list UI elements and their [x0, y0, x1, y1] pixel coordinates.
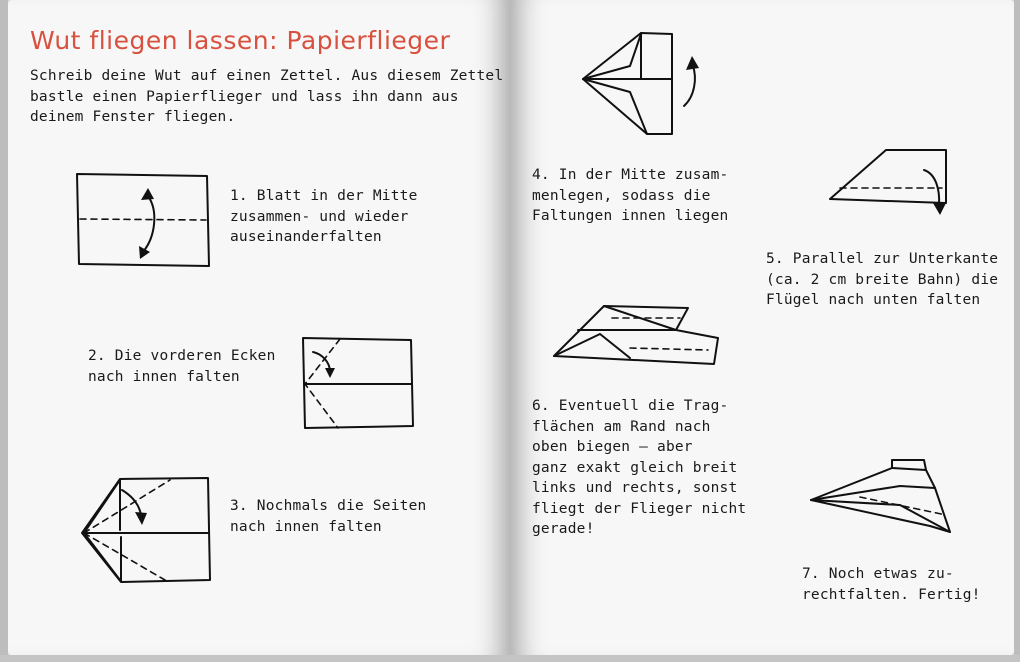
- step-7-text: 7. Noch etwas zu- rechtfalten. Fertig!: [802, 566, 981, 603]
- step1-illustration: [77, 174, 209, 266]
- step6-illustration: [554, 306, 718, 364]
- step5-illustration: [830, 150, 946, 215]
- step-1-text: 1. Blatt in der Mitte zusammen- und wieder auseinanderfalten: [230, 188, 418, 245]
- step2-illustration: [303, 338, 413, 428]
- step-4-text: 4. In der Mitte zusam- menlegen, sodass die Faltungen innen liegen: [532, 167, 729, 224]
- step-2-text: 2. Die vorderen Ecken nach innen falten: [88, 348, 276, 385]
- step4-illustration: [583, 33, 699, 134]
- step-3-text: 3. Nochmals die Seiten nach innen falten: [230, 498, 427, 535]
- step7-illustration: [811, 460, 950, 532]
- step-5-text: 5. Parallel zur Unterkante (ca. 2 cm breite Bahn) die Flügel nach unten falten: [766, 251, 999, 308]
- step3-illustration: [82, 478, 210, 582]
- intro-text: Schreib deine Wut auf einen Zettel. Aus diesem Zettel bastle einen Papierflieger und lass ihn dann aus deinem Fenster fliegen.: [30, 68, 504, 125]
- step-6-text: 6. Eventuell die Trag- flächen am Rand nach oben biegen – aber ganz exakt gleich breit links und rechts, sonst fliegt der Flieger nicht gerade!: [532, 398, 747, 537]
- page-title: Wut fliegen lassen: Papierflieger: [30, 26, 451, 55]
